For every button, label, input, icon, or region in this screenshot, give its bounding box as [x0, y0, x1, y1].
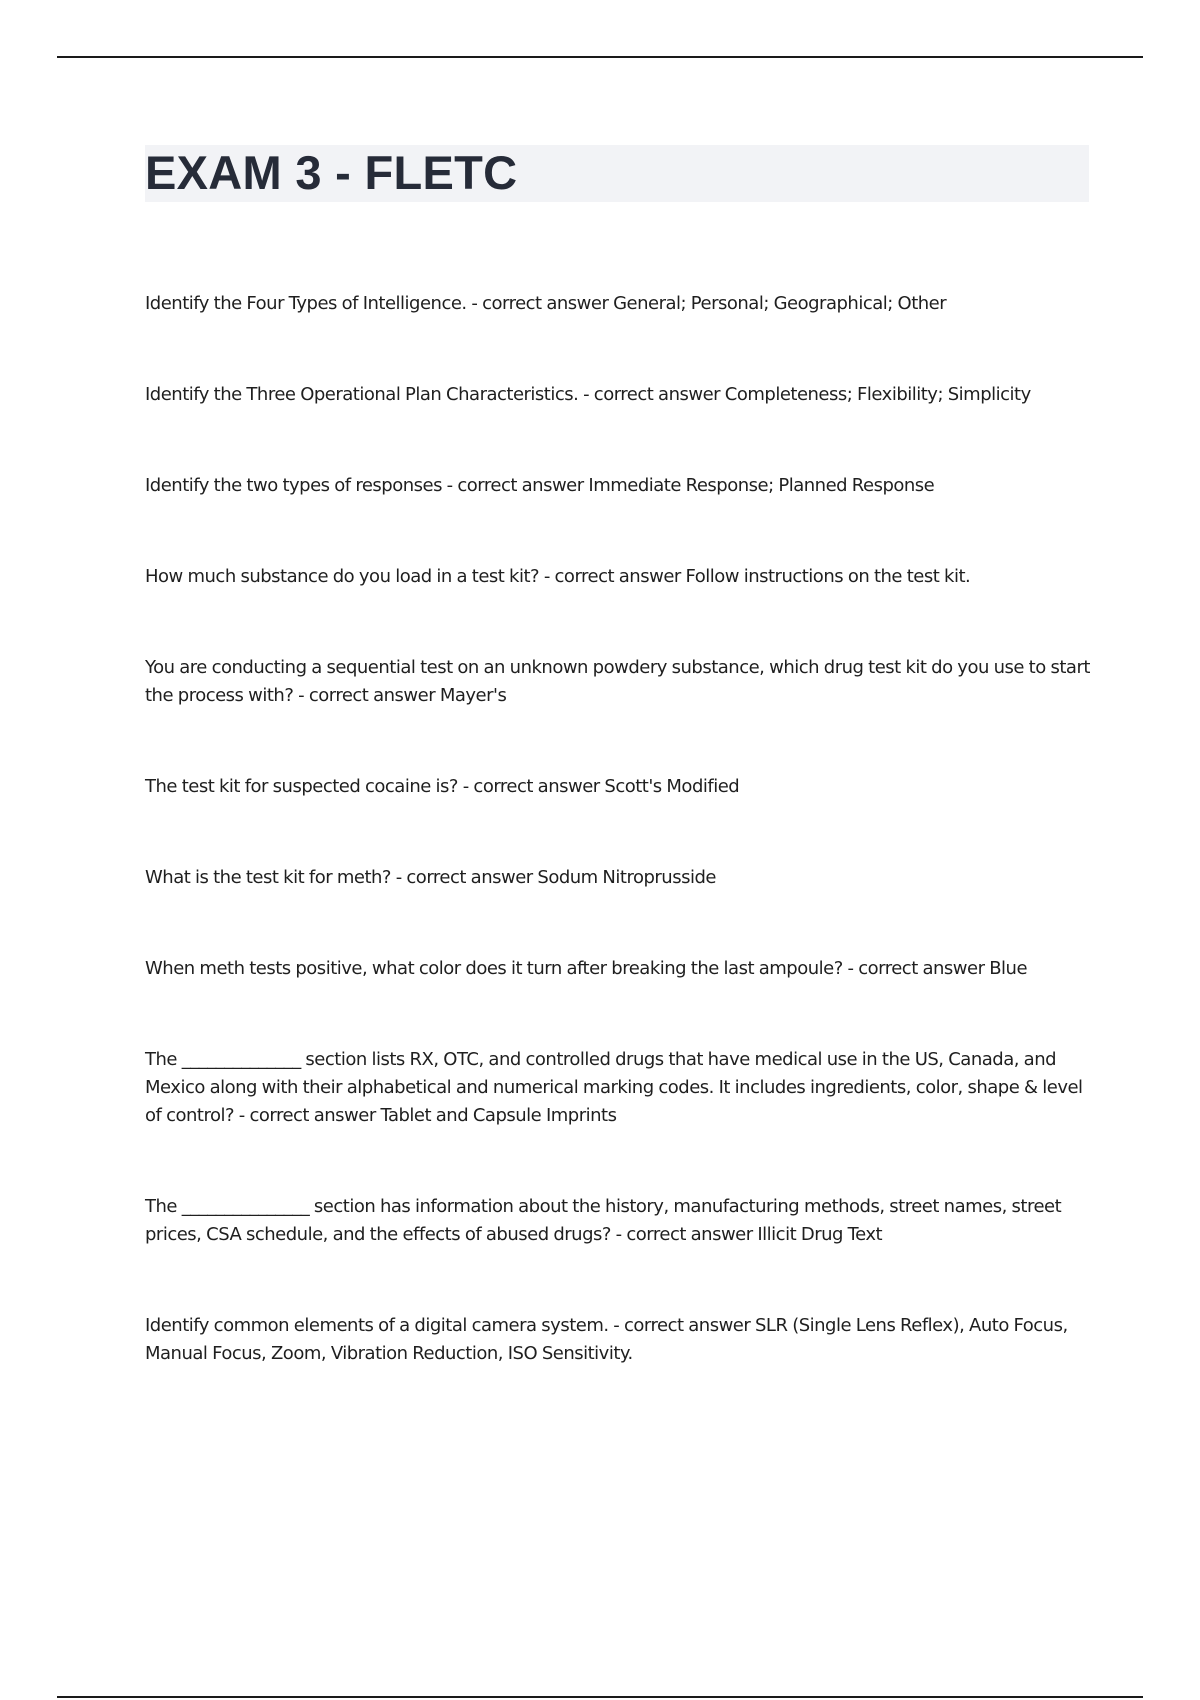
qa-item: How much substance do you load in a test kit? - correct answer Follow instructions on the test kit.	[145, 566, 971, 587]
question-answer-list	[145, 290, 1095, 1431]
qa-item: Identify the Four Types of Intelligence. - correct answer General; Personal; Geographical; Other	[145, 293, 947, 314]
qa-item: Identify the two types of responses - correct answer Immediate Response; Planned Response	[145, 475, 935, 496]
qa-item: The test kit for suspected cocaine is? - correct answer Scott's Modified	[145, 776, 740, 797]
bottom-divider	[57, 1696, 1143, 1698]
document-title: EXAM 3 - FLETC	[145, 146, 518, 199]
qa-item: The ______________ section lists RX, OTC, and controlled drugs that have medical use in the US, Canada, and Mexico along with their alphabetical and numerical marking codes. It includes ingredients, color, shape & level of control? - correct answer Tablet and Capsule Imprints	[145, 1049, 1083, 1126]
qa-item: When meth tests positive, what color does it turn after breaking the last ampoule? - correct answer Blue	[145, 958, 1028, 979]
qa-item: What is the test kit for meth? - correct answer Sodum Nitroprusside	[145, 867, 716, 888]
top-divider	[57, 56, 1143, 58]
qa-item: Identify common elements of a digital camera system. - correct answer SLR (Single Lens Reflex), Auto Focus, Manual Focus, Zoom, Vibration Reduction, ISO Sensitivity.	[145, 1315, 1068, 1364]
qa-item: You are conducting a sequential test on an unknown powdery substance, which drug test kit do you use to start the process with? - correct answer Mayer's	[145, 657, 1090, 706]
qa-item: Identify the Three Operational Plan Characteristics. - correct answer Completeness; Flexibility; Simplicity	[145, 384, 1031, 405]
qa-item: The _______________ section has information about the history, manufacturing methods, street names, street prices, CSA schedule, and the effects of abused drugs? - correct answer Illicit Drug Text	[145, 1196, 1062, 1245]
